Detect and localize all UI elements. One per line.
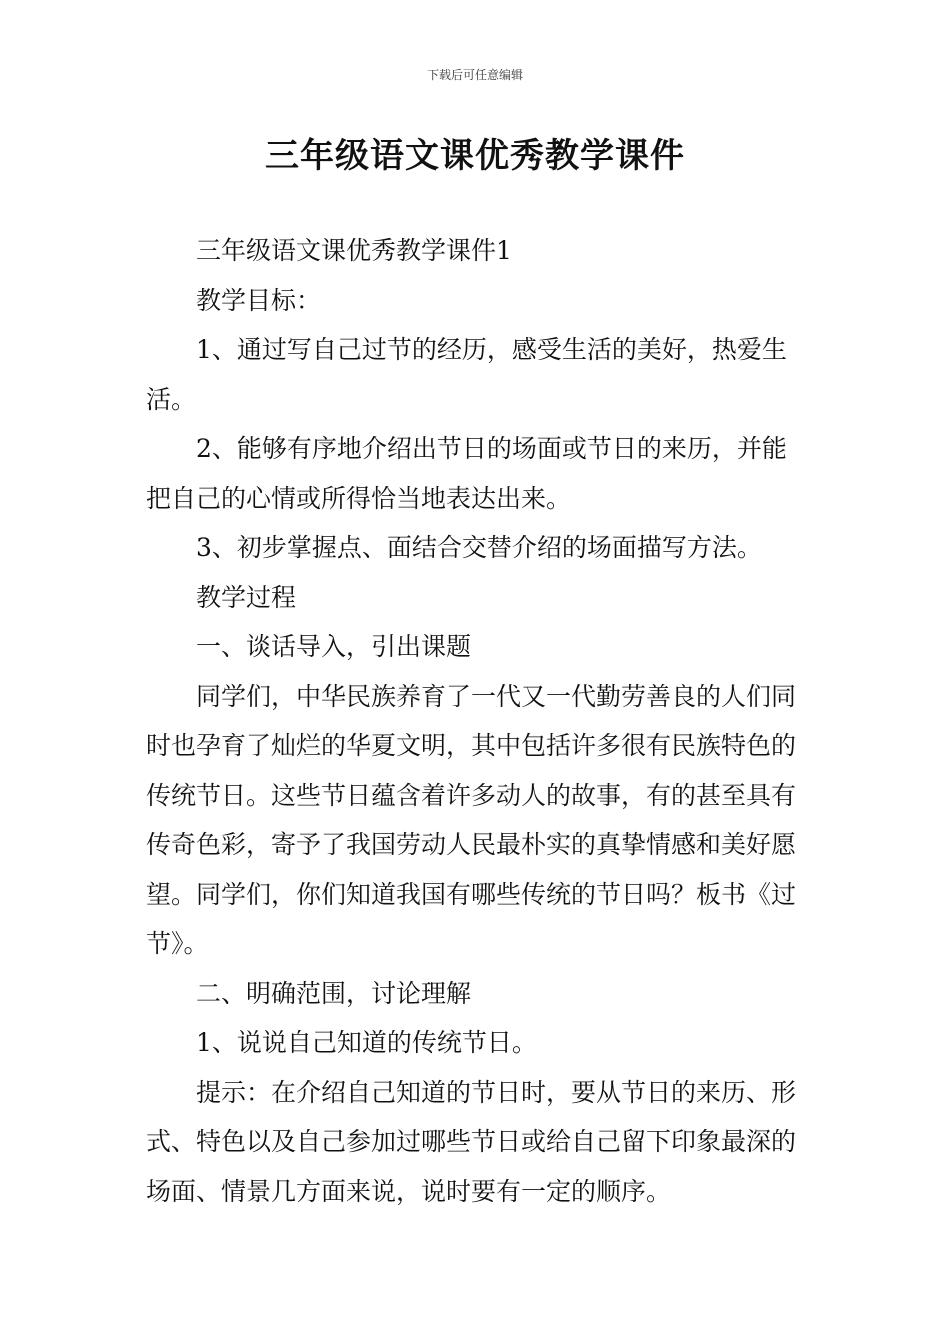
paragraph-objectives-label: 教学目标：	[196, 285, 322, 315]
paragraph-objective-3: 3、初步掌握点、面结合交替介绍的场面描写方法。	[196, 533, 762, 562]
paragraph-objective-1: 1、通过写自己过节的经历，感受生活的美好，热爱生活。	[146, 335, 787, 414]
paragraph-step-1-text: 同学们，中华民族养育了一代又一代勤劳善良的人们同时也孕育了灿烂的华夏文明，其中包括许多很有民族特色的传统节日。这些节日蕴含着许多动人的故事，有的甚至具有传奇色彩，寄予了我国劳动人民最朴实的真挚情感和美好愿望。同学们，你们知道我国有哪些传统的节日吗？板书《过节》。	[146, 681, 797, 958]
document-title: 三年级语文课优秀教学课件	[265, 136, 685, 176]
paragraph-objective-2: 2、能够有序地介绍出节日的场面或节日的来历，并能把自己的心情或所得恰当地表达出来。	[146, 434, 787, 513]
paragraph-step-2-hint: 提示：在介绍自己知道的节日时，要从节日的来历、形式、特色以及自己参加过哪些节日或给自己留下印象最深的场面、情景几方面来说，说时要有一定的顺序。	[146, 1077, 797, 1206]
document-body	[146, 226, 810, 1216]
paragraph-step-2-heading: 二、明确范围，讨论理解	[196, 978, 472, 1008]
section-heading: 三年级语文课优秀教学课件1	[196, 236, 512, 265]
paragraph-process-label: 教学过程	[196, 582, 297, 612]
header-note: 下载后可任意编辑	[426, 68, 523, 82]
paragraph-step-2-item-1: 1、说说自己知道的传统节日。	[196, 1028, 537, 1057]
paragraph-step-1-heading: 一、谈话导入，引出课题	[196, 632, 472, 661]
